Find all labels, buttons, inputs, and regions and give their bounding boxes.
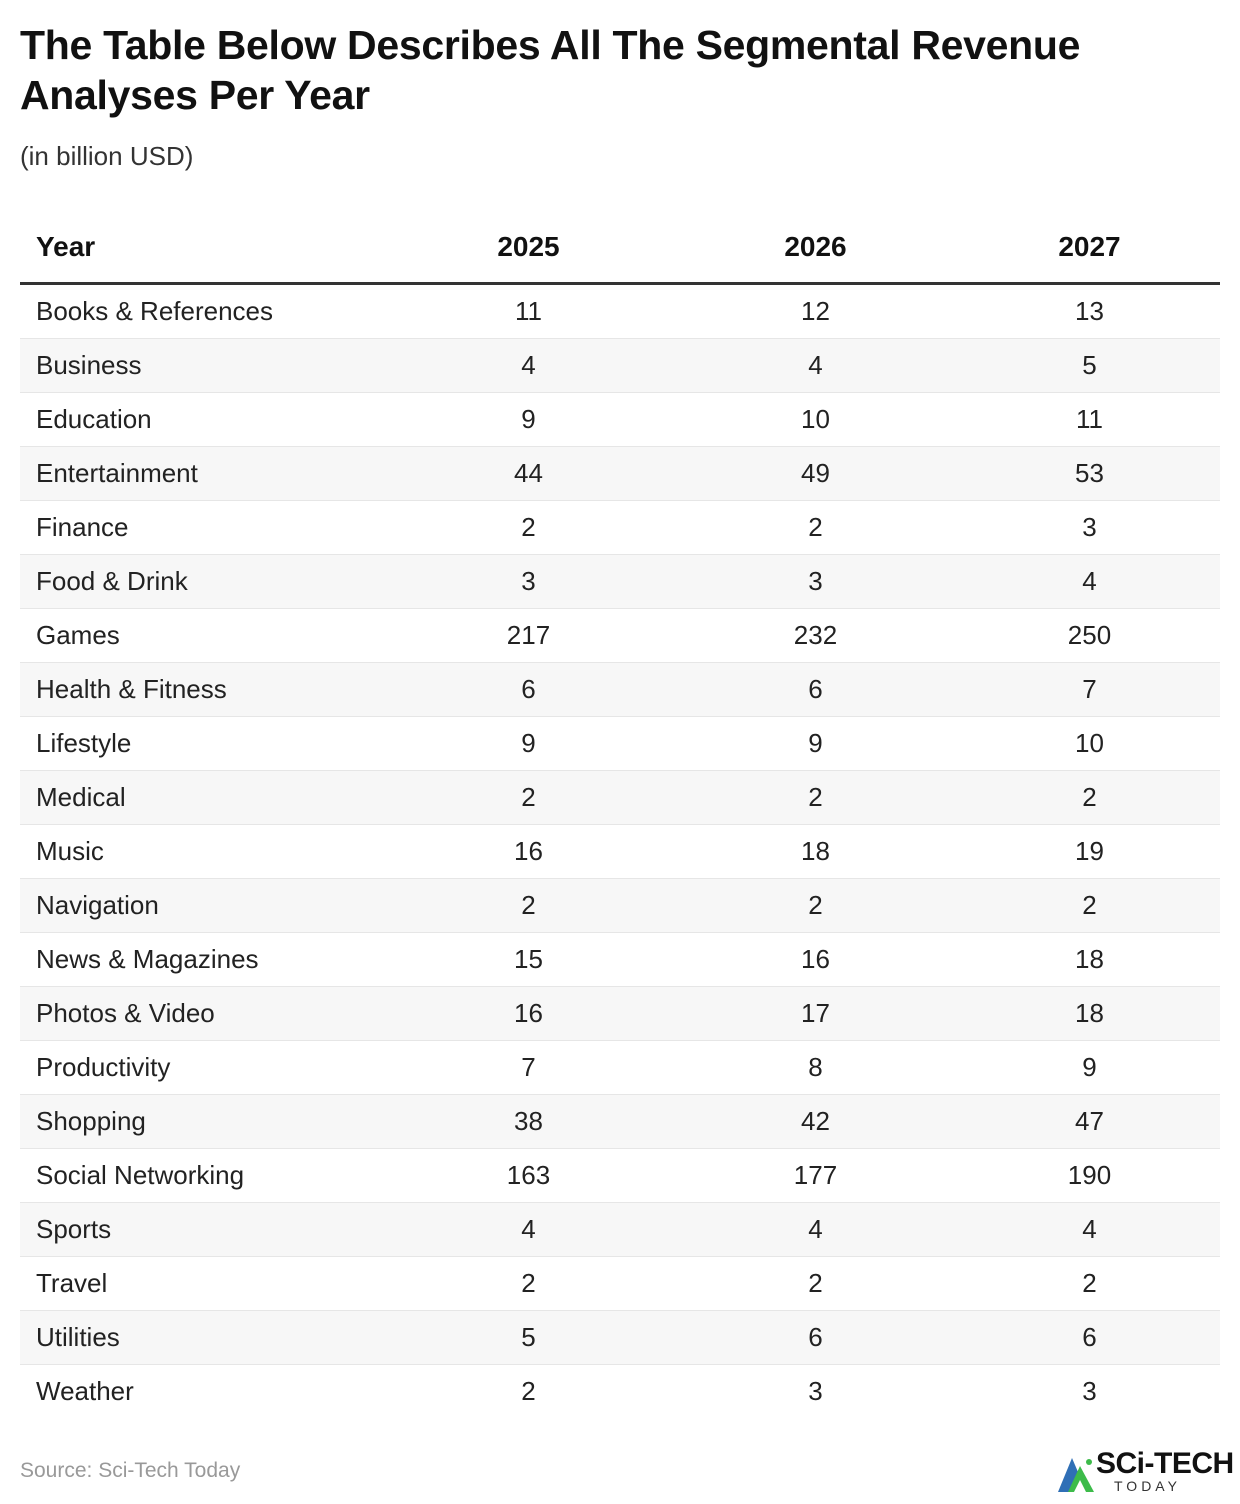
table-row	[20, 609, 1220, 663]
cell-value-2026: 9	[672, 717, 959, 771]
cell-value-2025: 5	[385, 1311, 672, 1365]
cell-value-2026: 2	[672, 771, 959, 825]
cell-value-2025: 2	[385, 501, 672, 555]
cell-value-2027: 18	[959, 987, 1220, 1041]
cell-value-2025: 9	[385, 717, 672, 771]
column-header-year: Year	[20, 212, 385, 284]
row-label: Navigation	[20, 879, 385, 933]
cell-value-2026: 18	[672, 825, 959, 879]
cell-value-2027: 250	[959, 609, 1220, 663]
cell-value-2027: 7	[959, 663, 1220, 717]
row-label: Productivity	[20, 1041, 385, 1095]
table-row	[20, 933, 1220, 987]
table-row	[20, 555, 1220, 609]
cell-value-2026: 2	[672, 1257, 959, 1311]
table-row	[20, 501, 1220, 555]
cell-value-2027: 18	[959, 933, 1220, 987]
table-row	[20, 717, 1220, 771]
cell-value-2025: 4	[385, 339, 672, 393]
cell-value-2026: 4	[672, 1203, 959, 1257]
cell-value-2027: 5	[959, 339, 1220, 393]
logo-tagline: TODAY	[1114, 1478, 1181, 1494]
cell-value-2027: 11	[959, 393, 1220, 447]
cell-value-2026: 3	[672, 555, 959, 609]
cell-value-2025: 3	[385, 555, 672, 609]
table-row	[20, 1257, 1220, 1311]
cell-value-2026: 177	[672, 1149, 959, 1203]
cell-value-2026: 6	[672, 663, 959, 717]
table-row	[20, 1311, 1220, 1365]
revenue-table	[20, 212, 1220, 1418]
cell-value-2027: 3	[1082, 1376, 1097, 1406]
column-header-2025: 2025	[385, 212, 672, 284]
cell-value-2026: 3	[808, 1376, 823, 1406]
cell-value-2025: 9	[385, 393, 672, 447]
cell-value-2025: 217	[385, 609, 672, 663]
table-row	[20, 393, 1220, 447]
row-label: News & Magazines	[20, 933, 385, 987]
cell-value-2026: 10	[672, 393, 959, 447]
logo-name: SCi-TECH	[1096, 1447, 1234, 1480]
row-label: Photos & Video	[20, 987, 385, 1041]
table-row	[20, 339, 1220, 393]
cell-value-2025: 2	[385, 771, 672, 825]
table-row	[20, 825, 1220, 879]
cell-value-2025: 4	[385, 1203, 672, 1257]
cell-value-2025: 16	[385, 987, 672, 1041]
row-label: Travel	[20, 1257, 385, 1311]
cell-value-2026: 16	[672, 933, 959, 987]
row-label: Education	[20, 393, 385, 447]
row-label: Medical	[20, 771, 385, 825]
cell-value-2027: 3	[959, 501, 1220, 555]
table-row	[20, 1365, 1220, 1419]
cell-value-2025: 6	[385, 663, 672, 717]
cell-value-2025: 16	[385, 825, 672, 879]
table-row	[20, 1095, 1220, 1149]
row-label: Music	[20, 825, 385, 879]
cell-value-2027: 190	[959, 1149, 1220, 1203]
table-row	[20, 1203, 1220, 1257]
cell-value-2027: 2	[959, 1257, 1220, 1311]
cell-value-2026: 2	[672, 501, 959, 555]
cell-value-2025: 15	[385, 933, 672, 987]
table-row	[20, 1149, 1220, 1203]
row-label: Shopping	[20, 1095, 385, 1149]
table-row	[20, 284, 1220, 339]
cell-value-2027: 2	[959, 879, 1220, 933]
cell-value-2025: 2	[385, 879, 672, 933]
cell-value-2026: 2	[672, 879, 959, 933]
source-note: Source: Sci-Tech Today	[20, 1459, 241, 1482]
table-header-row	[20, 212, 1220, 284]
cell-value-2027: 4	[959, 555, 1220, 609]
row-label: Entertainment	[20, 447, 385, 501]
cell-value-2026: 12	[672, 284, 959, 339]
table-row	[20, 879, 1220, 933]
row-label: Books & References	[20, 284, 385, 339]
cell-value-2027: 53	[959, 447, 1220, 501]
row-label: Lifestyle	[20, 717, 385, 771]
row-label: Sports	[20, 1203, 385, 1257]
chart-subtitle: (in billion USD)	[20, 141, 194, 171]
row-label: Finance	[20, 501, 385, 555]
row-label: Weather	[36, 1376, 134, 1406]
table-row	[20, 663, 1220, 717]
cell-value-2025: 163	[385, 1149, 672, 1203]
cell-value-2025: 7	[385, 1041, 672, 1095]
cell-value-2025: 38	[385, 1095, 672, 1149]
chart-title: The Table Below Describes All The Segmental Revenue Analyses Per Year	[20, 22, 1081, 118]
row-label: Utilities	[20, 1311, 385, 1365]
cell-value-2026: 17	[672, 987, 959, 1041]
cell-value-2027: 19	[959, 825, 1220, 879]
row-label: Business	[20, 339, 385, 393]
cell-value-2026: 8	[672, 1041, 959, 1095]
cell-value-2027: 10	[959, 717, 1220, 771]
cell-value-2027: 2	[959, 771, 1220, 825]
table-body	[20, 284, 1220, 1419]
cell-value-2027: 9	[959, 1041, 1220, 1095]
cell-value-2025: 11	[385, 284, 672, 339]
cell-value-2025: 2	[521, 1376, 536, 1406]
table-row	[20, 1041, 1220, 1095]
cell-value-2027: 6	[959, 1311, 1220, 1365]
logo-dot	[1086, 1459, 1092, 1465]
column-header-2027: 2027	[959, 212, 1220, 284]
row-label: Games	[20, 609, 385, 663]
sci-tech-logo-icon	[1056, 1454, 1098, 1494]
row-label: Social Networking	[20, 1149, 385, 1203]
cell-value-2027: 47	[959, 1095, 1220, 1149]
cell-value-2027: 13	[959, 284, 1220, 339]
table-row	[20, 447, 1220, 501]
cell-value-2027: 4	[959, 1203, 1220, 1257]
cell-value-2025: 44	[385, 447, 672, 501]
cell-value-2025: 2	[385, 1257, 672, 1311]
row-label: Food & Drink	[20, 555, 385, 609]
cell-value-2026: 232	[672, 609, 959, 663]
cell-value-2026: 49	[672, 447, 959, 501]
cell-value-2026: 4	[672, 339, 959, 393]
table-row	[20, 987, 1220, 1041]
column-header-2026: 2026	[672, 212, 959, 284]
row-label: Health & Fitness	[20, 663, 385, 717]
sci-tech-logo	[1056, 1448, 1232, 1494]
cell-value-2026: 42	[672, 1095, 959, 1149]
table-row	[20, 771, 1220, 825]
cell-value-2026: 6	[672, 1311, 959, 1365]
